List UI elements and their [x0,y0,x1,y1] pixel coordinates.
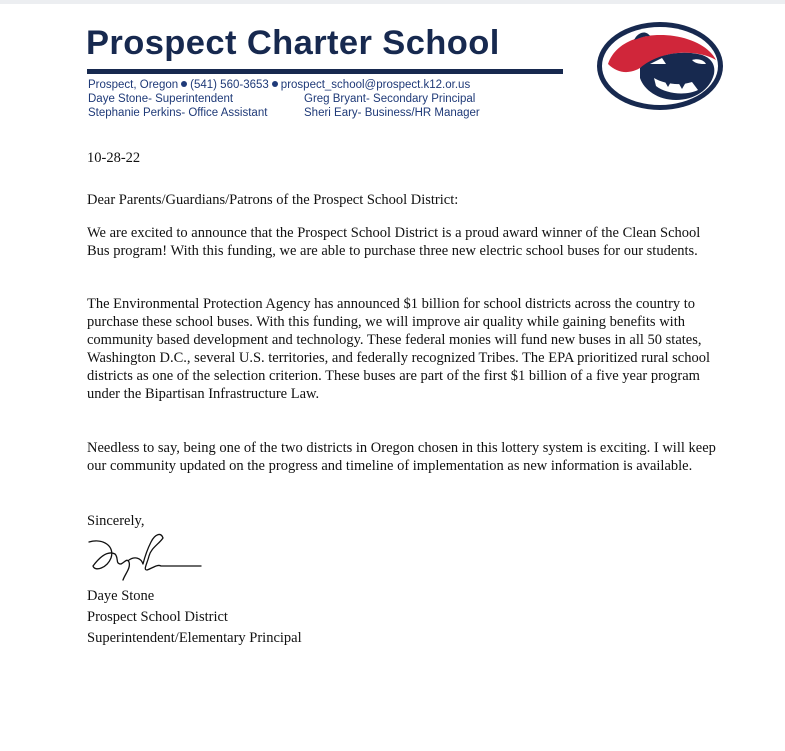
letterhead-rule [87,69,563,74]
staff-business-manager: Sheri Eary- Business/HR Manager [304,107,480,119]
signer-title: Superintendent/Elementary Principal [87,630,302,646]
top-edge-shade [0,0,785,4]
email: prospect_school@prospect.k12.or.us [280,79,471,91]
signer-name: Daye Stone [87,588,155,604]
staff-secondary-principal: Greg Bryant- Secondary Principal [304,93,476,105]
letter-paragraph: We are excited to announce that the Prospect School District is a proud award winner of the Clean School Bus program! With this funding, we are able to purchase three new electric school buses for our students. [87,225,701,259]
letter-paragraph: The Environmental Protection Agency has announced $1 billion for school districts across the country to purchase these school buses. With this funding, we will improve air quality while gaining benefits with community based development and technology. These federal monies will fund new buses in all 50 states, Washington D.C., several U.S. territories, and federally recognized Tribes. The EPA prioritized rural school districts as one of the selection criterion. These buses are part of the first $1 billion of a five year program under the Bipartisan Infrastructure Law. [87,296,711,402]
separator-dot [272,81,278,87]
letter-closing: Sincerely, [87,513,145,529]
location: Prospect, Oregon [88,79,179,91]
letter-date: 10-28-22 [87,150,141,166]
letter-paragraph: Needless to say, being one of the two districts in Oregon chosen in this lottery system is exciting. I will keep our community updated on the progress and timeline of implementation as new information is available. [87,440,716,474]
school-name: Prospect Charter School [86,24,500,62]
phone: (541) 560-3653 [190,79,269,91]
letter-salutation: Dear Parents/Guardians/Patrons of the Prospect School District: [87,192,459,208]
contact-line [88,79,470,91]
staff-superintendent: Daye Stone- Superintendent [88,93,234,105]
separator-dot [181,81,187,87]
signer-organization: Prospect School District [87,609,228,625]
handwritten-signature [85,528,205,583]
staff-office-assistant: Stephanie Perkins- Office Assistant [88,107,268,119]
cougar-mascot-logo [594,20,726,112]
